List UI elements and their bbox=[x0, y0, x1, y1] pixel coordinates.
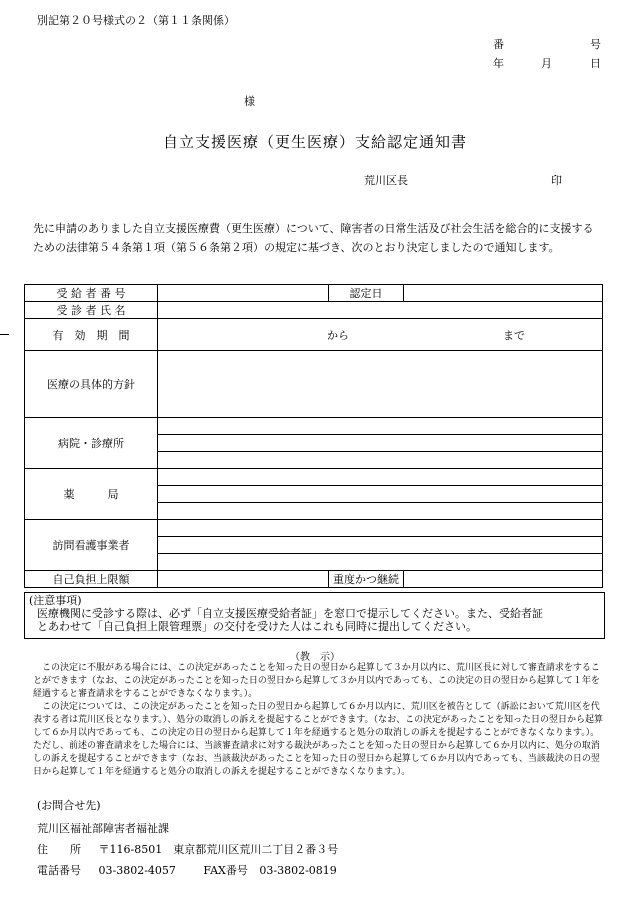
pharmacy-row[interactable] bbox=[158, 486, 603, 503]
instruction-heading: （教 示） bbox=[290, 652, 340, 663]
seal-mark: 印 bbox=[551, 174, 562, 187]
patient-name-label: 受 診 者 氏 名 bbox=[25, 302, 158, 319]
contact-address bbox=[37, 841, 338, 857]
treatment-policy-field[interactable] bbox=[158, 351, 603, 418]
day-label: 日 bbox=[590, 57, 601, 70]
validity-period-label: 有 効 期 間 bbox=[25, 319, 158, 351]
recipient-number-label: 受 給 者 番 号 bbox=[25, 285, 158, 302]
month-label: 月 bbox=[541, 57, 552, 70]
severe-continuous-field[interactable] bbox=[404, 571, 603, 588]
fax-label: FAX番号 bbox=[203, 864, 248, 877]
issuer-name: 荒川区長 bbox=[364, 174, 408, 187]
number-label: 番 bbox=[493, 38, 504, 51]
address-label: 住 所 bbox=[37, 843, 81, 856]
notes-line: とあわせて「自己負担上限管理票」の交付を受けた人はこれも同時に提出してください。 bbox=[37, 620, 477, 633]
visiting-nurse-row[interactable] bbox=[158, 554, 603, 571]
lead-paragraph: 先に申請のありました自立支援医療費（更生医療）について、障害者の日常生活及び社会生活を総合的に支援するための法律第５４条第１項（第５６条第２項）の規定に基づき、次のとおり決定しましたので通知します。 bbox=[33, 222, 594, 254]
hospital-row[interactable] bbox=[158, 452, 603, 469]
recipient-number-field[interactable] bbox=[158, 285, 329, 302]
until-label: まで bbox=[503, 329, 525, 342]
number-suffix: 号 bbox=[590, 38, 601, 51]
visiting-nurse-row[interactable] bbox=[158, 520, 603, 537]
patient-name-field[interactable] bbox=[158, 302, 603, 319]
address-value: 〒116-8501 東京都荒川区荒川二丁目２番３号 bbox=[98, 843, 339, 856]
contact-phone-line bbox=[37, 862, 337, 878]
year-label: 年 bbox=[493, 57, 504, 70]
notes-heading: (注意事項) bbox=[29, 594, 82, 607]
addressee-suffix: 様 bbox=[244, 95, 255, 108]
treatment-policy-label: 医療の具体的方針 bbox=[25, 351, 158, 418]
margin-mark bbox=[0, 334, 9, 335]
pharmacy-row[interactable] bbox=[158, 469, 603, 486]
severe-continuous-label: 重度かつ継続 bbox=[329, 571, 404, 588]
validity-period-field[interactable] bbox=[158, 319, 603, 351]
form-number: 別記第２０号様式の２（第１１条関係） bbox=[37, 14, 235, 27]
copay-limit-label: 自己負担上限額 bbox=[25, 571, 158, 588]
instruction-paragraph: この決定については、この決定があったことを知った日の翌日から起算して６か月以内に、荒川区を被告として（訴訟において荒川区を代表する者は荒川区長となります。）、処分の取消しの訴えを提起することができます。（なお、この決定があったことを知った日の翌日から起算して６か月以内であっても、この決定の日の翌日から起算して１年を経過すると処分の取消しの訴えを提起することができなくなります。）。ただし、前述の審査請求をした場合には、当該審査請求に対する裁決があったことを知った日の翌日から起算して６か月以内に、処分の取消しの訴えを提起することができます（なお、当該裁決があったことを知った日の翌日から起算して６か月以内であっても、当該裁決の日の翌日から起算して１年を経過すると処分の取消しの訴えを提起することができなくなります。）。 bbox=[33, 702, 603, 777]
visiting-nurse-row[interactable] bbox=[158, 537, 603, 554]
document-title: 自立支援医療（更生医療）支給認定通知書 bbox=[162, 133, 467, 151]
hospital-row[interactable] bbox=[158, 435, 603, 452]
pharmacy-row[interactable] bbox=[158, 503, 603, 520]
visiting-nurse-label: 訪問看護事業者 bbox=[25, 520, 158, 571]
fax-value: 03-3802-0819 bbox=[259, 864, 337, 877]
hospital-label: 病院・診療所 bbox=[25, 418, 158, 469]
phone-label: 電話番号 bbox=[37, 864, 81, 877]
from-label: から bbox=[327, 329, 349, 342]
certification-table bbox=[24, 284, 603, 588]
certified-date-field[interactable] bbox=[404, 285, 603, 302]
copay-limit-field[interactable] bbox=[158, 571, 329, 588]
instruction-paragraph: この決定に不服がある場合には、この決定があったことを知った日の翌日から起算して３か月以内に、荒川区長に対して審査請求をすることができます（なお、この決定があったことを知った日の翌日から起算して３か月以内であっても、この決定の日の翌日から起算して１年を経過すると審査請求をすることができなくなります。）。 bbox=[33, 663, 600, 699]
contact-heading: (お問合せ先) bbox=[37, 799, 101, 812]
notes-line: 医療機関に受診する際は、必ず「自立支援医療受給者証」を窓口で提示してください。また、受給者証 bbox=[37, 607, 543, 620]
pharmacy-label: 薬 局 bbox=[25, 469, 158, 520]
certified-date-label: 認定日 bbox=[329, 285, 404, 302]
contact-department: 荒川区福祉部障害者福祉課 bbox=[37, 822, 169, 835]
notes-box bbox=[24, 592, 605, 639]
phone-value: 03-3802-4057 bbox=[98, 864, 176, 877]
instruction-text bbox=[33, 662, 605, 779]
hospital-row[interactable] bbox=[158, 418, 603, 435]
